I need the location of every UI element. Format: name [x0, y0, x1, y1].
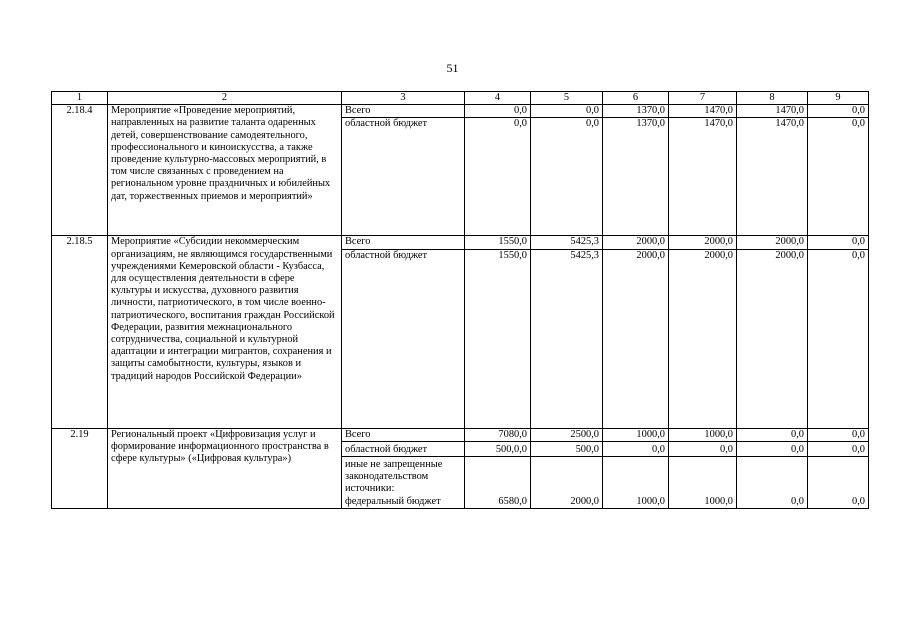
value-cell: 0,0 — [808, 428, 869, 441]
funding-source: областной бюджет — [342, 118, 465, 236]
value-cell — [669, 457, 737, 496]
value-cell — [808, 457, 869, 496]
value-cell: 0,0 — [465, 105, 531, 118]
value-cell: 2000,0 — [737, 236, 808, 249]
value-cell: 2000,0 — [669, 249, 737, 428]
table-row — [52, 428, 869, 441]
funding-source: Всего — [342, 428, 465, 441]
item-id: 2.18.4 — [52, 105, 108, 236]
funding-source: иные не запрещенные законодательством источники: — [342, 457, 465, 496]
value-cell: 0,0 — [808, 496, 869, 509]
table-row — [52, 236, 869, 249]
item-description: Региональный проект «Цифровизация услуг и формирование информационного пространства в сфере культуры» («Цифровая культура») — [108, 428, 342, 508]
header-cell: 5 — [531, 92, 603, 105]
value-cell: 2000,0 — [737, 249, 808, 428]
value-cell: 500,0,0 — [465, 441, 531, 456]
funding-source: Всего — [342, 236, 465, 249]
item-id: 2.19 — [52, 428, 108, 508]
value-cell: 0,0 — [603, 441, 669, 456]
value-cell: 2500,0 — [531, 428, 603, 441]
value-cell: 0,0 — [808, 441, 869, 456]
value-cell: 1470,0 — [669, 118, 737, 236]
value-cell: 0,0 — [531, 118, 603, 236]
funding-source: Всего — [342, 105, 465, 118]
item-description: Мероприятие «Проведение мероприятий, направленных на развитие таланта одаренных детей, совершенствование самодеятельного, профессионального и киноискусства, а также проведение культурно-массовых мероприятий, в том числе связанных с проведением на региональном уровне праздничных и юбилейных дат, торжественных приемов и мероприятий» — [108, 105, 342, 236]
value-cell: 2000,0 — [669, 236, 737, 249]
value-cell: 500,0 — [531, 441, 603, 456]
table-header-row — [52, 92, 869, 105]
value-cell: 7080,0 — [465, 428, 531, 441]
value-cell: 5425,3 — [531, 249, 603, 428]
value-cell — [737, 457, 808, 496]
value-cell: 5425,3 — [531, 236, 603, 249]
funding-source: областной бюджет — [342, 249, 465, 428]
value-cell — [531, 457, 603, 496]
header-cell: 8 — [737, 92, 808, 105]
value-cell — [603, 457, 669, 496]
value-cell: 1470,0 — [737, 118, 808, 236]
value-cell: 1550,0 — [465, 236, 531, 249]
value-cell: 0,0 — [808, 249, 869, 428]
value-cell: 6580,0 — [465, 496, 531, 509]
value-cell: 0,0 — [737, 496, 808, 509]
header-cell: 3 — [342, 92, 465, 105]
value-cell: 1550,0 — [465, 249, 531, 428]
table-row — [52, 105, 869, 118]
value-cell: 0,0 — [465, 118, 531, 236]
value-cell: 1000,0 — [603, 496, 669, 509]
funding-source: областной бюджет — [342, 441, 465, 456]
header-cell: 9 — [808, 92, 869, 105]
value-cell: 0,0 — [737, 428, 808, 441]
value-cell: 1470,0 — [737, 105, 808, 118]
value-cell: 1000,0 — [669, 428, 737, 441]
header-cell: 1 — [52, 92, 108, 105]
value-cell: 0,0 — [808, 105, 869, 118]
value-cell: 2000,0 — [603, 236, 669, 249]
funding-source: федеральный бюджет — [342, 496, 465, 509]
value-cell: 1370,0 — [603, 118, 669, 236]
header-cell: 6 — [603, 92, 669, 105]
value-cell: 0,0 — [808, 236, 869, 249]
value-cell: 0,0 — [737, 441, 808, 456]
value-cell: 1370,0 — [603, 105, 669, 118]
value-cell: 2000,0 — [603, 249, 669, 428]
item-description: Мероприятие «Субсидии некоммерческим организациям, не являющимся государственными учреждениями Кемеровской области - Кузбасса, для осуществления деятельности в сфере культуры и искусства, духовного развития личности, патриотического, в том числе военно-патриотического, воспитания граждан Российской Федерации, развития межнационального сотрудничества, социальной и культурной адаптации и интеграции мигрантов, сохранения и защиты самобытности, культуры, языков и традиций народов Российской Федерации» — [108, 236, 342, 428]
value-cell: 0,0 — [808, 118, 869, 236]
value-cell: 1000,0 — [669, 496, 737, 509]
item-id: 2.18.5 — [52, 236, 108, 428]
header-cell: 4 — [465, 92, 531, 105]
page-number: 51 — [446, 61, 459, 75]
value-cell: 0,0 — [669, 441, 737, 456]
value-cell: 0,0 — [531, 105, 603, 118]
value-cell: 1470,0 — [669, 105, 737, 118]
header-cell: 2 — [108, 92, 342, 105]
value-cell: 2000,0 — [531, 496, 603, 509]
value-cell: 1000,0 — [603, 428, 669, 441]
budget-table — [51, 91, 869, 509]
value-cell — [465, 457, 531, 496]
header-cell: 7 — [669, 92, 737, 105]
